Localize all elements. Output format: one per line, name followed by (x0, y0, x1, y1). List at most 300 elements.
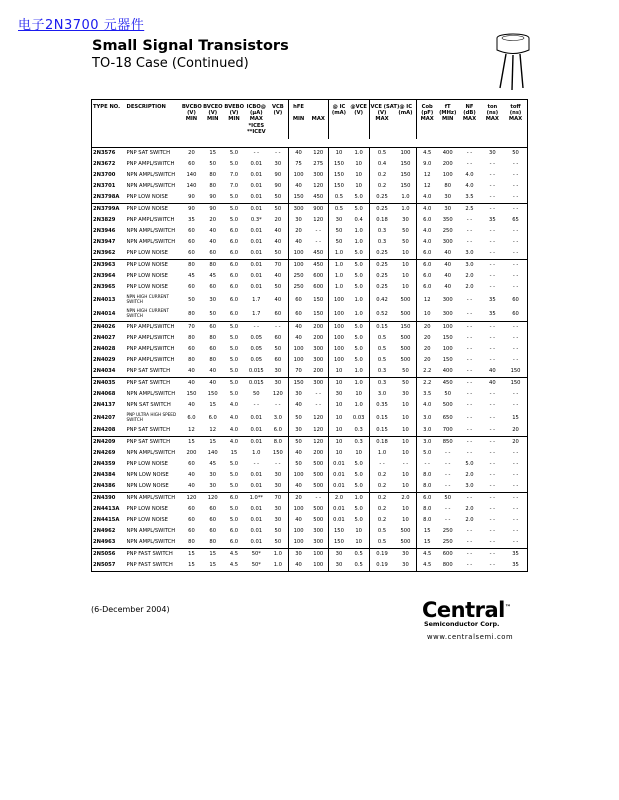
spec-value: 80 (188, 357, 195, 364)
page-subtitle: TO-18 Case (Continued) (92, 56, 249, 71)
spec-value: 1.0 (354, 228, 363, 235)
spec-value: 35 (489, 310, 496, 317)
spec-value: 1.0 (329, 260, 349, 272)
spec-value: 40 (444, 250, 451, 257)
spec-value: - - (466, 161, 473, 168)
spec-value: - - (489, 517, 496, 524)
spec-value: - - (512, 483, 519, 490)
spec-value: 5.0 (349, 204, 369, 216)
header-cell: VCB (271, 104, 284, 110)
spec-value: 0.5 (329, 192, 349, 204)
spec-value: 10 (329, 148, 349, 160)
spec-value: 50 (395, 378, 417, 390)
spec-value: 60 (188, 284, 195, 291)
spec-value: 40 (288, 237, 308, 248)
spec-value: 4.0 (465, 172, 474, 179)
spec-value: 140 (207, 450, 218, 457)
spec-value: 60 (209, 346, 217, 353)
spec-value: 300 (313, 539, 324, 546)
header-cell: (ns) (486, 110, 499, 117)
spec-value: 0.5 (369, 148, 395, 160)
spec-value: 350 (442, 217, 453, 224)
spec-value: 100 (329, 322, 349, 334)
part-description: PNP AMPL/SWITCH (126, 357, 175, 364)
spec-value: - - (489, 284, 496, 291)
spec-value: 60 (188, 250, 195, 257)
spec-value: 30 (288, 425, 308, 437)
part-number: 2N4014 (93, 310, 116, 317)
spec-value: 8.0 (417, 470, 437, 481)
part-number: 2N4209 (92, 437, 126, 449)
spec-value: 150 (329, 170, 349, 181)
table-row (92, 493, 528, 505)
part-description: PNP LOW NOISE (126, 284, 168, 291)
header-cell (268, 116, 288, 139)
spec-value: - - (444, 517, 451, 524)
spec-value: 30 (268, 378, 288, 390)
spec-value: 100 (329, 355, 349, 366)
icbo-note-ices: *ICES (248, 122, 265, 129)
part-number: 2N4413A (93, 506, 120, 513)
spec-value: 8.0 (268, 437, 288, 449)
spec-value: 50 (274, 528, 282, 535)
spec-value: 10 (402, 402, 409, 409)
spec-value: - - (458, 437, 480, 449)
spec-value: 2.0 (465, 506, 474, 513)
header-cell: (ns) (509, 110, 522, 117)
spec-value: 30 (437, 204, 458, 216)
spec-value: 10 (329, 437, 349, 449)
spec-value: 60 (209, 250, 217, 257)
spec-value: - - (512, 346, 519, 353)
logo-trademark: ™ (504, 604, 511, 611)
spec-value: 0.5 (329, 204, 349, 216)
spec-value: - - (315, 228, 321, 235)
spec-value: 500 (400, 346, 411, 353)
top-link[interactable]: 电子2N3700 元器件 (18, 18, 145, 33)
spec-value: 6.0 (229, 239, 239, 246)
table-row (92, 526, 528, 537)
spec-value: 0.01 (250, 284, 263, 291)
spec-value: 60 (274, 357, 282, 364)
spec-value: 1.0 (395, 204, 417, 216)
spec-value: - - (481, 204, 504, 216)
table-row (92, 215, 528, 226)
header-cell: @ IC (329, 100, 349, 111)
spec-value: 10 (355, 183, 362, 190)
spec-value: 90 (274, 183, 282, 190)
table-row (92, 549, 528, 561)
spec-value: 10 (417, 307, 437, 322)
spec-value: 500 (400, 335, 411, 342)
spec-value: 0.35 (369, 400, 395, 411)
spec-value: 20 (288, 493, 308, 505)
spec-value: 5.0 (229, 517, 239, 524)
spec-value: 10 (355, 450, 362, 457)
spec-value: 12 (417, 293, 437, 307)
spec-value: 0.15 (369, 322, 395, 334)
spec-value: 6.0 (229, 528, 239, 535)
spec-value: 50 (253, 391, 260, 398)
table-row (92, 437, 528, 449)
header-cell: Cob (417, 100, 437, 111)
spec-value: 40 (288, 515, 308, 526)
part-description: NPN AMPL/SWITCH (126, 183, 176, 190)
spec-value: 450 (308, 260, 328, 272)
spec-value: - - (444, 472, 451, 479)
spec-value: 6.0 (273, 427, 282, 434)
spec-value: - - (466, 562, 473, 569)
spec-value: 80 (209, 172, 217, 179)
spec-value: 120 (313, 183, 324, 190)
spec-value: 120 (313, 217, 324, 224)
spec-value: 20 (417, 333, 437, 344)
spec-value: 1.0** (245, 493, 268, 505)
spec-value: 0.01 (329, 459, 349, 470)
part-description: NPN HIGH CURRENT SWITCH (126, 308, 169, 319)
spec-value: 500 (313, 461, 324, 468)
spec-value: 200 (313, 335, 324, 342)
header-cell: ICBO@ (246, 104, 266, 110)
spec-value: - - (512, 239, 519, 246)
spec-value: - - (466, 450, 473, 457)
spec-value: 150 (186, 391, 197, 398)
spec-value: 10 (402, 427, 409, 434)
part-number: 2N3701 (93, 183, 116, 190)
spec-value: 10 (355, 539, 362, 546)
spec-value: 40 (288, 400, 308, 411)
spec-value: 150 (313, 296, 324, 303)
spec-value: - - (402, 461, 409, 468)
spec-value: 30 (402, 217, 409, 224)
spec-value: 0.2 (369, 470, 395, 481)
spec-value: - - (489, 183, 496, 190)
spec-value: 100 (437, 322, 458, 334)
spec-value: 0.01 (329, 481, 349, 493)
table-row (92, 366, 528, 378)
spec-value: 15 (512, 414, 519, 421)
part-number: 2N4415A (93, 517, 120, 524)
spec-value: 5.0 (229, 483, 239, 490)
spec-value: 100 (442, 346, 453, 353)
part-description: PNP LOW NOISE (126, 506, 168, 513)
table-row (92, 226, 528, 237)
spec-value: - - (315, 391, 321, 398)
spec-value: - - (489, 562, 496, 569)
part-description: PNP LOW NOISE (126, 461, 168, 468)
spec-value: 5.0 (229, 161, 239, 168)
spec-value: 30 (329, 549, 349, 561)
spec-value: 5.0 (354, 483, 363, 490)
spec-value: 0.3 (369, 378, 395, 390)
part-number: 2N4207 (93, 414, 116, 421)
spec-value: 15 (202, 148, 223, 160)
spec-value: 12 (417, 181, 437, 192)
spec-value: 500 (400, 357, 411, 364)
spec-value: 100 (329, 293, 349, 307)
spec-value: 40 (489, 368, 496, 375)
spec-value: 700 (442, 427, 453, 434)
spec-value: 45 (209, 461, 217, 468)
spec-value: 0.01 (250, 194, 263, 201)
header-cell: MIN (206, 116, 219, 123)
spec-value: 0.01 (250, 483, 263, 490)
icbo-note-icev: **ICEV (246, 128, 266, 135)
spec-value: 10 (329, 448, 349, 459)
spec-value: 80 (209, 335, 217, 342)
spec-value: - - (444, 483, 451, 490)
spec-value: 6.0 (417, 282, 437, 293)
part-description: PNP ULTRA HIGH SPEED SWITCH (126, 412, 177, 423)
spec-value: 150 (329, 159, 349, 170)
part-number: 2N3963 (92, 260, 126, 272)
part-description: NPN AMPL/SWITCH (126, 539, 176, 546)
spec-value: 10 (355, 172, 362, 179)
spec-value: 300 (442, 296, 453, 303)
header-cell (308, 100, 328, 111)
spec-value: 0.3 (369, 237, 395, 248)
spec-value: 0.3 (369, 226, 395, 237)
spec-value: 0.25 (369, 204, 395, 216)
spec-value: 0.01 (250, 506, 263, 513)
spec-value: 30 (329, 560, 349, 572)
spec-value: 40 (481, 378, 504, 390)
header-cell: VCE (SAT)@ IC (369, 100, 395, 111)
spec-value: 40 (288, 448, 308, 459)
spec-value: 30 (274, 472, 282, 479)
spec-value: 40 (202, 378, 223, 390)
spec-value: 0.01 (250, 239, 263, 246)
spec-value: 100 (313, 562, 324, 569)
spec-value: 50 (402, 368, 409, 375)
spec-value: 60 (209, 517, 217, 524)
table-row (92, 560, 528, 572)
spec-value: 30 (274, 517, 282, 524)
table-body (92, 139, 528, 572)
spec-value: 5.0 (229, 346, 239, 353)
spec-value: - - (489, 402, 496, 409)
spec-value: - - (458, 493, 480, 505)
spec-value: 5.0 (229, 217, 239, 224)
spec-value: 15 (181, 549, 202, 561)
part-number: 2N4027 (93, 335, 116, 342)
table-row (92, 411, 528, 425)
spec-value: 0.2 (369, 181, 395, 192)
spec-value: 50 (437, 493, 458, 505)
spec-value: 10 (329, 400, 349, 411)
spec-value: 1.0 (349, 378, 369, 390)
spec-value: 6.0 (417, 271, 437, 282)
part-number: 2N4026 (92, 322, 126, 334)
spec-value: 50 (329, 237, 349, 248)
table-row (92, 344, 528, 355)
spec-value: 60 (512, 310, 519, 317)
spec-value: 0.03 (352, 414, 365, 421)
spec-value: 500 (313, 472, 324, 479)
spec-value: 40 (209, 368, 217, 375)
spec-value: 5.0 (229, 194, 239, 201)
table-row (92, 378, 528, 390)
header-cell: MAX (369, 116, 395, 139)
spec-value: 30 (209, 472, 217, 479)
spec-value: 500 (400, 296, 411, 303)
table-row (92, 515, 528, 526)
header-cell: MAX (462, 116, 477, 123)
spec-value: - - (481, 260, 504, 272)
spec-value: 3.5 (417, 389, 437, 400)
spec-value: 12 (188, 427, 195, 434)
table-header (92, 100, 528, 140)
spec-value: 70 (181, 322, 202, 334)
spec-value: 45 (209, 273, 217, 280)
header-cell: MAX (311, 116, 325, 123)
spec-value: 20 (504, 437, 527, 449)
part-number: 2N4386 (93, 483, 116, 490)
spec-value: 300 (442, 310, 453, 317)
spec-value: 1.0 (329, 248, 349, 260)
spec-value: 0.2 (369, 515, 395, 526)
spec-value: - - (504, 322, 527, 334)
spec-value: 150 (395, 322, 417, 334)
spec-value: 1.0 (349, 493, 369, 505)
spec-value: 50 (274, 346, 282, 353)
part-description: PNP SAT SWITCH (126, 427, 170, 434)
spec-value: 30 (274, 483, 282, 490)
spec-value: - - (489, 506, 496, 513)
spec-value: 40 (274, 239, 282, 246)
spec-value: 150 (400, 161, 411, 168)
spec-value: 30 (444, 194, 451, 201)
spec-value: 0.18 (369, 215, 395, 226)
spec-value: 80 (188, 539, 195, 546)
spec-value: 0.01 (250, 528, 263, 535)
spec-value: 650 (442, 414, 453, 421)
spec-value: 5.0 (223, 148, 244, 160)
spec-value: 90 (202, 204, 223, 216)
spec-value: 100 (442, 172, 453, 179)
spec-value: - - (512, 402, 519, 409)
part-description: NPN AMPL/SWITCH (126, 493, 181, 505)
spec-value: 450 (437, 378, 458, 390)
spec-value: 4.0 (417, 400, 437, 411)
spec-value: 15 (230, 450, 238, 457)
spec-value: - - (512, 461, 519, 468)
spec-value: 60 (288, 293, 308, 307)
spec-value: 5.0 (229, 506, 239, 513)
website-link[interactable]: www.centralsemi.com (427, 633, 514, 641)
spec-value: 450 (313, 250, 324, 257)
spec-value: 5.0 (354, 273, 363, 280)
spec-value: - - (489, 239, 496, 246)
table-row (92, 204, 528, 216)
table-row (92, 271, 528, 282)
spec-value: 300 (442, 239, 453, 246)
spec-value: 1.0 (268, 549, 288, 561)
spec-value: 0.5 (369, 344, 395, 355)
icbo-limit-label: MAX (249, 116, 263, 123)
table-row (92, 237, 528, 248)
spec-value: - - (489, 194, 496, 201)
spec-value: - - (489, 450, 496, 457)
table-row (92, 282, 528, 293)
spec-value: - - (489, 539, 496, 546)
spec-value: 0.4 (369, 159, 395, 170)
spec-value: 300 (313, 357, 324, 364)
spec-value: 200 (308, 322, 328, 334)
spec-value: 80 (209, 357, 217, 364)
spec-value: 100 (329, 333, 349, 344)
spec-value: - - (512, 284, 519, 291)
spec-value: 40 (444, 284, 451, 291)
spec-value: 12 (209, 427, 217, 434)
header-cell: (dB) (463, 110, 476, 117)
part-number: 2N3672 (93, 161, 116, 168)
spec-value: 400 (437, 148, 458, 160)
part-description: PNP LOW NOISE (126, 517, 168, 524)
spec-value: 0.01 (250, 414, 263, 421)
spec-value: 10 (329, 425, 349, 437)
spec-value: 5.0 (354, 284, 363, 291)
spec-value: - - (466, 346, 473, 353)
table-row (92, 470, 528, 481)
spec-value: 40 (209, 239, 217, 246)
spec-value: 30 (274, 368, 282, 375)
spec-value: 150 (442, 357, 453, 364)
spec-value: 120 (181, 493, 202, 505)
part-description: NPN AMPL/SWITCH (126, 228, 176, 235)
spec-value: 0.01 (329, 504, 349, 515)
part-number: 2N4962 (93, 528, 116, 535)
header-cell: MAX (508, 116, 523, 123)
spec-value: 5.0 (354, 194, 363, 201)
spec-value: 10 (402, 517, 409, 524)
part-description: PNP LOW NOISE (126, 273, 168, 280)
table-row (92, 307, 528, 322)
spec-value: 50 (274, 284, 282, 291)
spec-value: 2.0 (465, 284, 474, 291)
part-description: NPN SAT SWITCH (126, 402, 171, 409)
spec-value: 0.25 (369, 260, 395, 272)
spec-value: - - (512, 194, 519, 201)
spec-value: 65 (512, 217, 519, 224)
spec-value: 5.0 (354, 335, 363, 342)
spec-value: 20 (512, 427, 519, 434)
spec-value: - - (417, 459, 437, 470)
spec-value: - - (489, 391, 496, 398)
spec-value: 30 (209, 483, 217, 490)
spec-value: 150 (442, 335, 453, 342)
header-cell: (pF) (417, 110, 437, 116)
part-number: 2N4963 (93, 539, 116, 546)
spec-value: 10 (402, 284, 409, 291)
spec-value: 50 (274, 194, 282, 201)
spec-value: - - (253, 402, 259, 409)
spec-value: 4.0 (417, 237, 437, 248)
part-number: 2N3829 (93, 217, 116, 224)
spec-value: 120 (202, 493, 223, 505)
header-cell (245, 116, 268, 139)
spec-value: 0.01 (329, 470, 349, 481)
spec-value: 45 (188, 273, 195, 280)
spec-value: 500 (400, 539, 411, 546)
spec-value: 1.0 (369, 448, 395, 459)
spec-value: 50 (188, 296, 195, 303)
spec-value: - - (315, 402, 321, 409)
spec-value: 10 (329, 366, 349, 378)
spec-value: 20 (274, 217, 282, 224)
spec-value: 2.2 (417, 366, 437, 378)
spec-value: 60 (188, 528, 195, 535)
